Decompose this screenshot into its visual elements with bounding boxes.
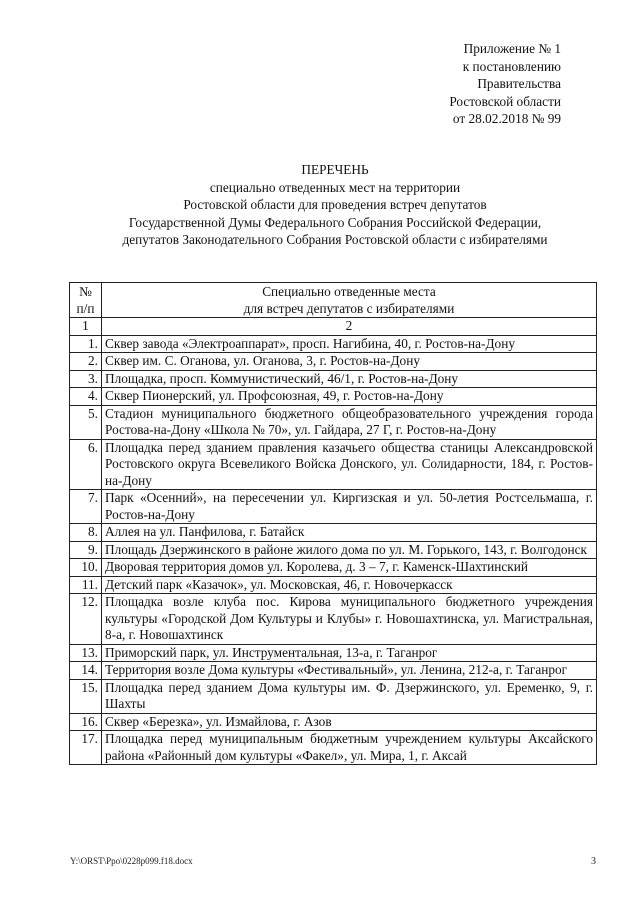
table-header-row: [70, 283, 597, 318]
row-place: Площадка перед зданием правления казачьего общества станицы Александровской Ростовского округа Всевеликого Войска Донского, ул. Солидарности, 184, г. Ростов-на-Дону: [102, 439, 597, 490]
row-number: 1.: [70, 335, 102, 353]
row-place: Сквер завода «Электроаппарат», просп. Нагибина, 40, г. Ростов-на-Дону: [102, 335, 597, 353]
table-row: [70, 353, 597, 371]
header-places: [102, 283, 597, 318]
header-places-line: для встреч депутатов с избирателями: [243, 301, 455, 316]
header-number-line: п/п: [76, 301, 95, 316]
column-index-row: [70, 318, 597, 336]
places-table: [69, 282, 597, 765]
row-place: Детский парк «Казачок», ул. Московская, 46, г. Новочеркасск: [102, 576, 597, 594]
footer-file-path: Y:\ORST\Ppo\0228p099.f18.docx: [70, 856, 193, 866]
row-number: 9.: [70, 541, 102, 559]
table-row: [70, 541, 597, 559]
table-row: [70, 370, 597, 388]
row-number: 2.: [70, 353, 102, 371]
table-row: [70, 731, 597, 765]
title-line: Ростовской области для проведения встреч депутатов: [183, 197, 487, 212]
row-place: Площадка, просп. Коммунистический, 46/1, г. Ростов-на-Дону: [102, 370, 597, 388]
page-number: 3: [591, 856, 596, 867]
row-place: Дворовая территория домов ул. Королева, д. 3 – 7, г. Каменск-Шахтинский: [102, 559, 597, 577]
table-row: [70, 524, 597, 542]
row-number: 11.: [70, 576, 102, 594]
row-place: Приморский парк, ул. Инструментальная, 13-а, г. Таганрог: [102, 644, 597, 662]
appendix-line: от 28.02.2018 № 99: [452, 111, 561, 126]
document-title: [70, 161, 600, 249]
title-line: Государственной Думы Федерального Собрания Российской Федерации,: [128, 214, 542, 230]
appendix-line: Приложение № 1: [463, 41, 561, 56]
row-place: Сквер «Березка», ул. Измайлова, г. Азов: [102, 713, 597, 731]
appendix-line: Ростовской области: [449, 93, 561, 109]
appendix-line: к постановлению: [462, 58, 561, 74]
row-place: Площадка перед муниципальным бюджетным учреждением культуры Аксайского района «Районный дом культуры «Факел», ул. Мира, 1, г. Аксай: [102, 731, 597, 765]
table-row: [70, 405, 597, 439]
appendix-line: Правительства: [477, 76, 561, 91]
table-row: [70, 713, 597, 731]
table-row: [70, 662, 597, 680]
row-number: 17.: [70, 731, 102, 765]
appendix-block: [361, 40, 561, 128]
row-place: Сквер Пионерский, ул. Профсоюзная, 49, г. Ростов-на-Дону: [102, 388, 597, 406]
row-place: Сквер им. С. Оганова, ул. Оганова, 3, г. Ростов-на-Дону: [102, 353, 597, 371]
row-place: Парк «Осенний», на пересечении ул. Киргизская и ул. 50-летия Ростсельмаша, г. Ростов-на-Дону: [102, 490, 597, 524]
header-number-line: №: [79, 284, 92, 299]
table-row: [70, 335, 597, 353]
table-row: [70, 679, 597, 713]
row-number: 15.: [70, 679, 102, 713]
header-number: [70, 283, 102, 318]
row-number: 10.: [70, 559, 102, 577]
table-row: [70, 439, 597, 490]
row-place: Аллея на ул. Панфилова, г. Батайск: [102, 524, 597, 542]
title-heading: ПЕРЕЧЕНЬ: [301, 162, 369, 177]
row-number: 12.: [70, 594, 102, 645]
table-row: [70, 576, 597, 594]
header-places-line: Специально отведенные места: [262, 284, 436, 299]
row-place: Территория возле Дома культуры «Фестивальный», ул. Ленина, 212-а, г. Таганрог: [102, 662, 597, 680]
row-number: 16.: [70, 713, 102, 731]
table-row: [70, 490, 597, 524]
table-row: [70, 594, 597, 645]
row-place: Площадка перед зданием Дома культуры им. Ф. Дзержинского, ул. Еременко, 9, г. Шахты: [102, 679, 597, 713]
row-number: 8.: [70, 524, 102, 542]
row-number: 4.: [70, 388, 102, 406]
row-number: 14.: [70, 662, 102, 680]
row-number: 5.: [70, 405, 102, 439]
table-row: [70, 559, 597, 577]
title-line: специально отведенных мест на территории: [209, 179, 461, 195]
table-row: [70, 388, 597, 406]
row-place: Площадка возле клуба пос. Кирова муниципального бюджетного учреждения культуры «Городской Дом Культуры и Клубы» г. Новошахтинска, ул. Магистральная, 8-а, г. Новошахтинск: [102, 594, 597, 645]
row-number: 3.: [70, 370, 102, 388]
row-number: 13.: [70, 644, 102, 662]
row-place: Площадь Дзержинского в районе жилого дома по ул. М. Горького, 143, г. Волгодонск: [102, 541, 597, 559]
row-number: 7.: [70, 490, 102, 524]
table-row: [70, 644, 597, 662]
row-number: 6.: [70, 439, 102, 490]
row-place: Стадион муниципального бюджетного общеобразовательного учреждения города Ростова-на-Дону «Школа № 70», ул. Гайдара, 27 Г, г. Ростов-на-Дону: [102, 405, 597, 439]
column-index: 2: [102, 318, 597, 336]
column-index: 1: [70, 318, 102, 336]
title-line: депутатов Законодательного Собрания Ростовской области с избирателями: [122, 232, 548, 247]
